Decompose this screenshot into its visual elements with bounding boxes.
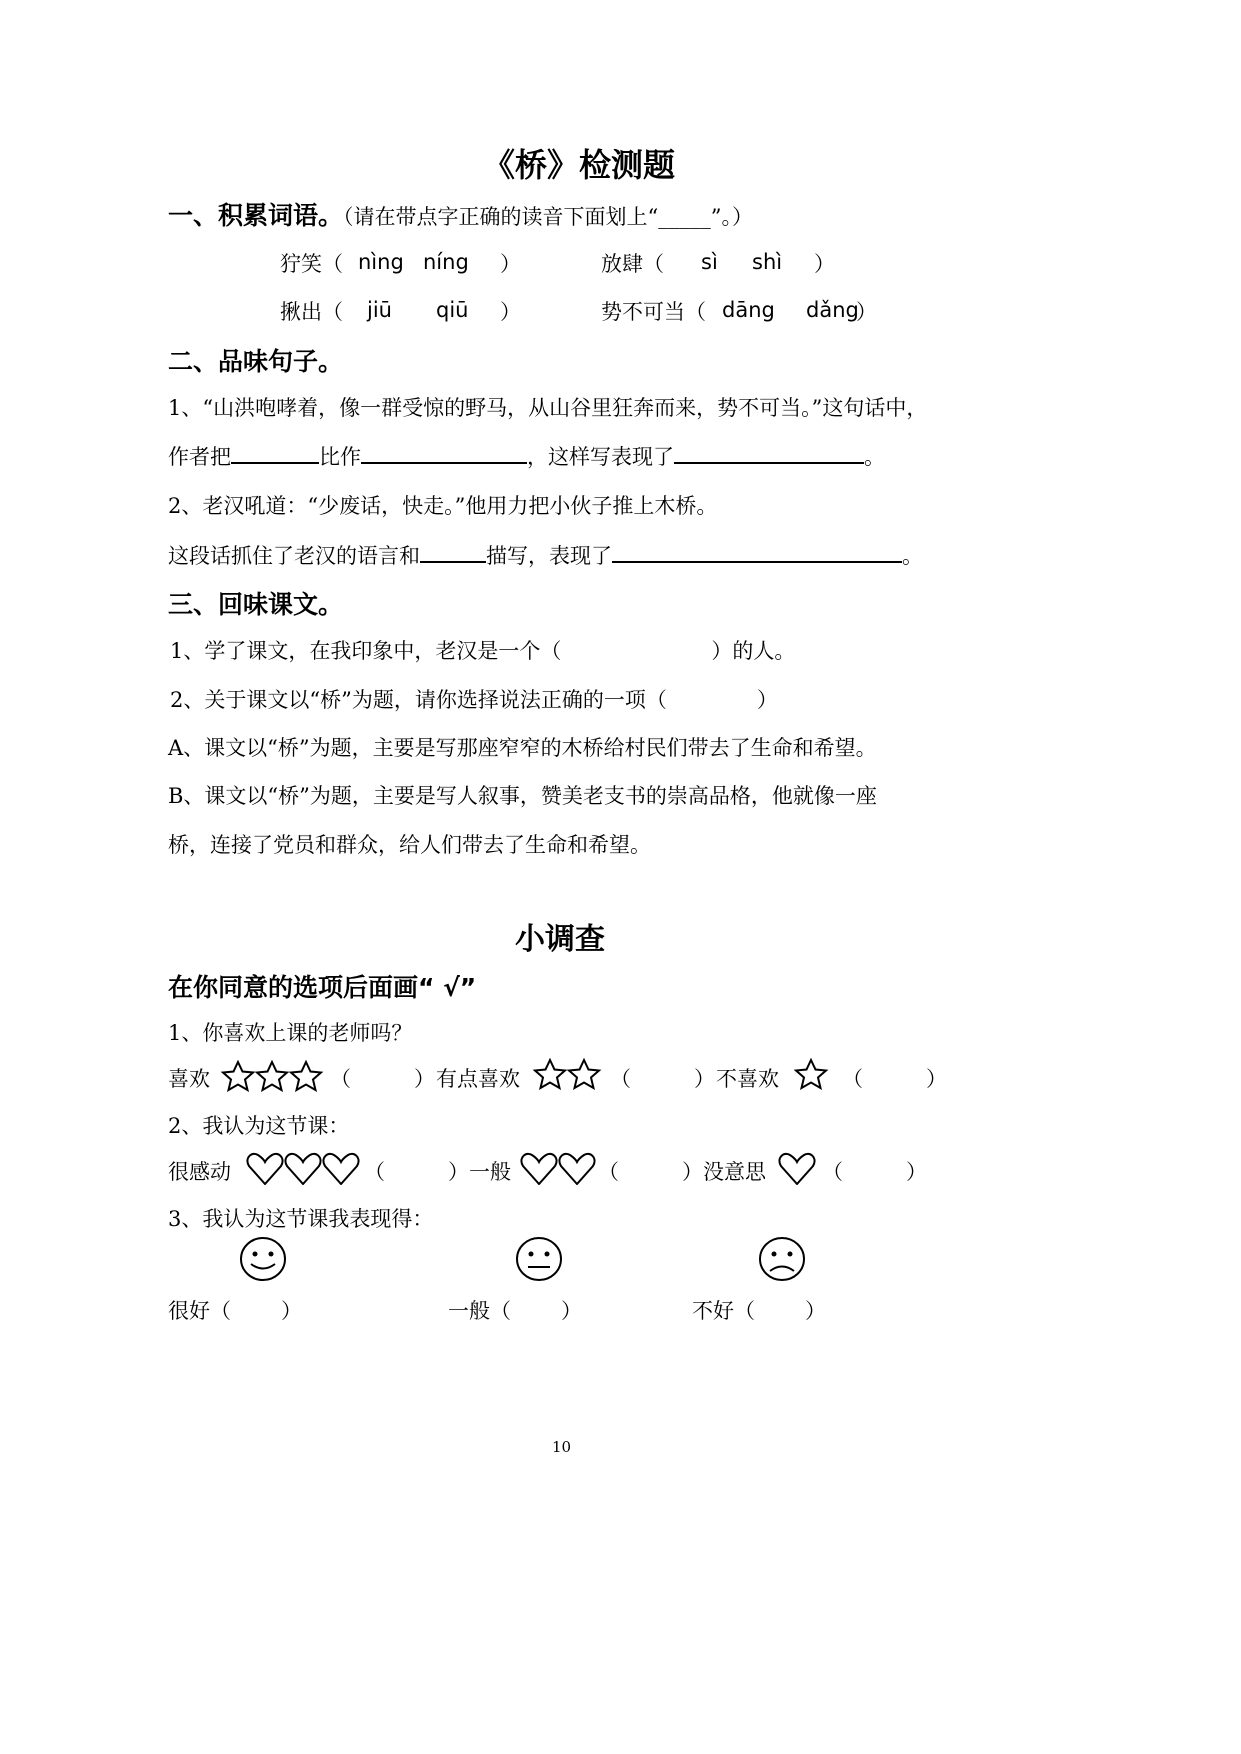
pinyin-item-2 xyxy=(601,248,664,278)
option-label: 有点喜欢 xyxy=(436,1067,520,1091)
option-paren[interactable]: （ ） xyxy=(330,1067,435,1091)
section3-heading: 三、回味课文。 xyxy=(168,590,344,619)
section1-heading xyxy=(168,196,753,232)
option-label: 很感动 xyxy=(168,1160,231,1184)
pinyin-option[interactable]: nìng xyxy=(358,250,404,274)
pinyin-item-4 xyxy=(601,296,706,326)
heart-icon xyxy=(520,1151,596,1185)
text: 2、关于课文以“桥”为题，请你选择说法正确的一项（ xyxy=(170,688,667,712)
pinyin-option[interactable]: níng xyxy=(423,250,469,274)
section1-note: （请在带点字正确的读音下面划上“_____”。） xyxy=(343,205,753,229)
option-label: 一般 xyxy=(469,1160,511,1184)
option-label: 很好（ xyxy=(168,1299,231,1323)
pinyin-close: ） xyxy=(814,252,835,276)
option-paren[interactable]: （ ） xyxy=(822,1160,927,1184)
survey-q3: 3、我认为这节课我表现得： xyxy=(168,1207,434,1231)
option-label: 没意思 xyxy=(703,1160,766,1184)
option-a: A、课文以“桥”为题，主要是写那座窄窄的木桥给村民们带去了生命和希望。 xyxy=(168,736,877,760)
star-icon xyxy=(793,1058,831,1090)
pinyin-close: ） xyxy=(856,300,877,324)
answer-blank[interactable] xyxy=(612,539,902,563)
section3-q1 xyxy=(170,635,795,665)
pinyin-word: 揪出（ xyxy=(280,300,343,324)
option-paren[interactable]: （ ） xyxy=(364,1160,469,1184)
survey-instruction: 在你同意的选项后面画“ √” xyxy=(168,973,477,1002)
answer-blank[interactable] xyxy=(361,440,527,464)
option-b-line2: 桥，连接了党员和群众，给人们带去了生命和希望。 xyxy=(168,833,651,857)
option-label: 一般（ xyxy=(448,1299,511,1323)
option-label: 喜欢 xyxy=(168,1067,210,1091)
pinyin-item-3 xyxy=(280,296,343,326)
option-b-line1: B、课文以“桥”为题，主要是写人叙事，赞美老支书的崇高品格，他就像一座 xyxy=(168,784,877,808)
pinyin-item-1 xyxy=(280,248,343,278)
survey-q1: 1、你喜欢上课的老师吗？ xyxy=(168,1021,413,1045)
star-icon xyxy=(532,1058,604,1090)
survey-q2-option-1[interactable] xyxy=(168,1156,231,1186)
survey-q2-option-3[interactable] xyxy=(703,1156,766,1186)
survey-q1-option-2[interactable] xyxy=(436,1063,520,1093)
answer-blank[interactable] xyxy=(674,440,864,464)
text: 这段话抓住了老汉的语言和 xyxy=(168,544,420,568)
pinyin-close: ） xyxy=(500,252,521,276)
text: ） xyxy=(756,688,778,712)
heart-icon xyxy=(778,1151,818,1185)
option-close: ） xyxy=(805,1299,826,1323)
text: 比作 xyxy=(319,445,361,469)
pinyin-option[interactable]: sì xyxy=(701,250,718,274)
pinyin-option[interactable]: qiū xyxy=(436,298,469,322)
survey-q3-option-1[interactable] xyxy=(168,1295,302,1325)
smiley-neutral-icon xyxy=(514,1235,564,1283)
section2-q1-line1: 1、“山洪咆哮着，像一群受惊的野马，从山谷里狂奔而来，势不可当。”这句话中， xyxy=(168,396,928,420)
survey-q3-option-3[interactable] xyxy=(692,1295,826,1325)
text: 描写，表现了 xyxy=(486,544,612,568)
option-label: 不好（ xyxy=(692,1299,755,1323)
text: ）的人。 xyxy=(711,639,796,663)
section1-heading-text: 一、积累词语。 xyxy=(168,201,344,230)
survey-q1-option-3[interactable] xyxy=(716,1063,779,1093)
section2-q2-line1: 2、老汉吼道：“少废话，快走。”他用力把小伙子推上木桥。 xyxy=(168,494,718,518)
survey-q2-option-2[interactable] xyxy=(469,1156,511,1186)
survey-title: 小调查 xyxy=(515,922,605,957)
heart-icon xyxy=(246,1151,360,1185)
answer-blank[interactable] xyxy=(231,440,319,464)
pinyin-option[interactable]: jiū xyxy=(367,298,392,322)
star-icon xyxy=(220,1060,324,1092)
option-close: ） xyxy=(561,1299,582,1323)
text: 。 xyxy=(864,445,885,469)
option-label: 不喜欢 xyxy=(716,1067,779,1091)
text: 1、学了课文，在我印象中，老汉是一个（ xyxy=(170,639,562,663)
survey-q3-option-2[interactable] xyxy=(448,1295,582,1325)
pinyin-option[interactable]: shì xyxy=(752,250,783,274)
survey-q1-option-1[interactable] xyxy=(168,1063,210,1093)
text: 作者把 xyxy=(168,445,231,469)
smiley-sad-icon xyxy=(757,1235,807,1283)
page-number: 10 xyxy=(552,1438,572,1456)
pinyin-option[interactable]: dāng xyxy=(722,298,775,322)
option-paren[interactable]: （ ） xyxy=(842,1067,947,1091)
section2-heading: 二、品味句子。 xyxy=(168,347,344,376)
text: ，这样写表现了 xyxy=(527,445,674,469)
pinyin-option[interactable]: dǎng xyxy=(806,298,859,322)
smiley-happy-icon xyxy=(238,1235,288,1283)
pinyin-close: ） xyxy=(500,300,521,324)
page-title: 《桥》检测题 xyxy=(483,146,676,184)
survey-q2: 2、我认为这节课： xyxy=(168,1114,350,1138)
pinyin-word: 狞笑（ xyxy=(280,252,343,276)
option-paren[interactable]: （ ） xyxy=(610,1067,715,1091)
option-close: ） xyxy=(281,1299,302,1323)
section3-q2 xyxy=(170,684,778,714)
pinyin-word: 势不可当（ xyxy=(601,300,706,324)
option-paren[interactable]: （ ） xyxy=(598,1160,703,1184)
answer-blank[interactable] xyxy=(420,539,486,563)
text: 。 xyxy=(902,544,923,568)
section2-q2-line2 xyxy=(168,539,923,570)
pinyin-word: 放肆（ xyxy=(601,252,664,276)
section2-q1-line2 xyxy=(168,440,885,471)
